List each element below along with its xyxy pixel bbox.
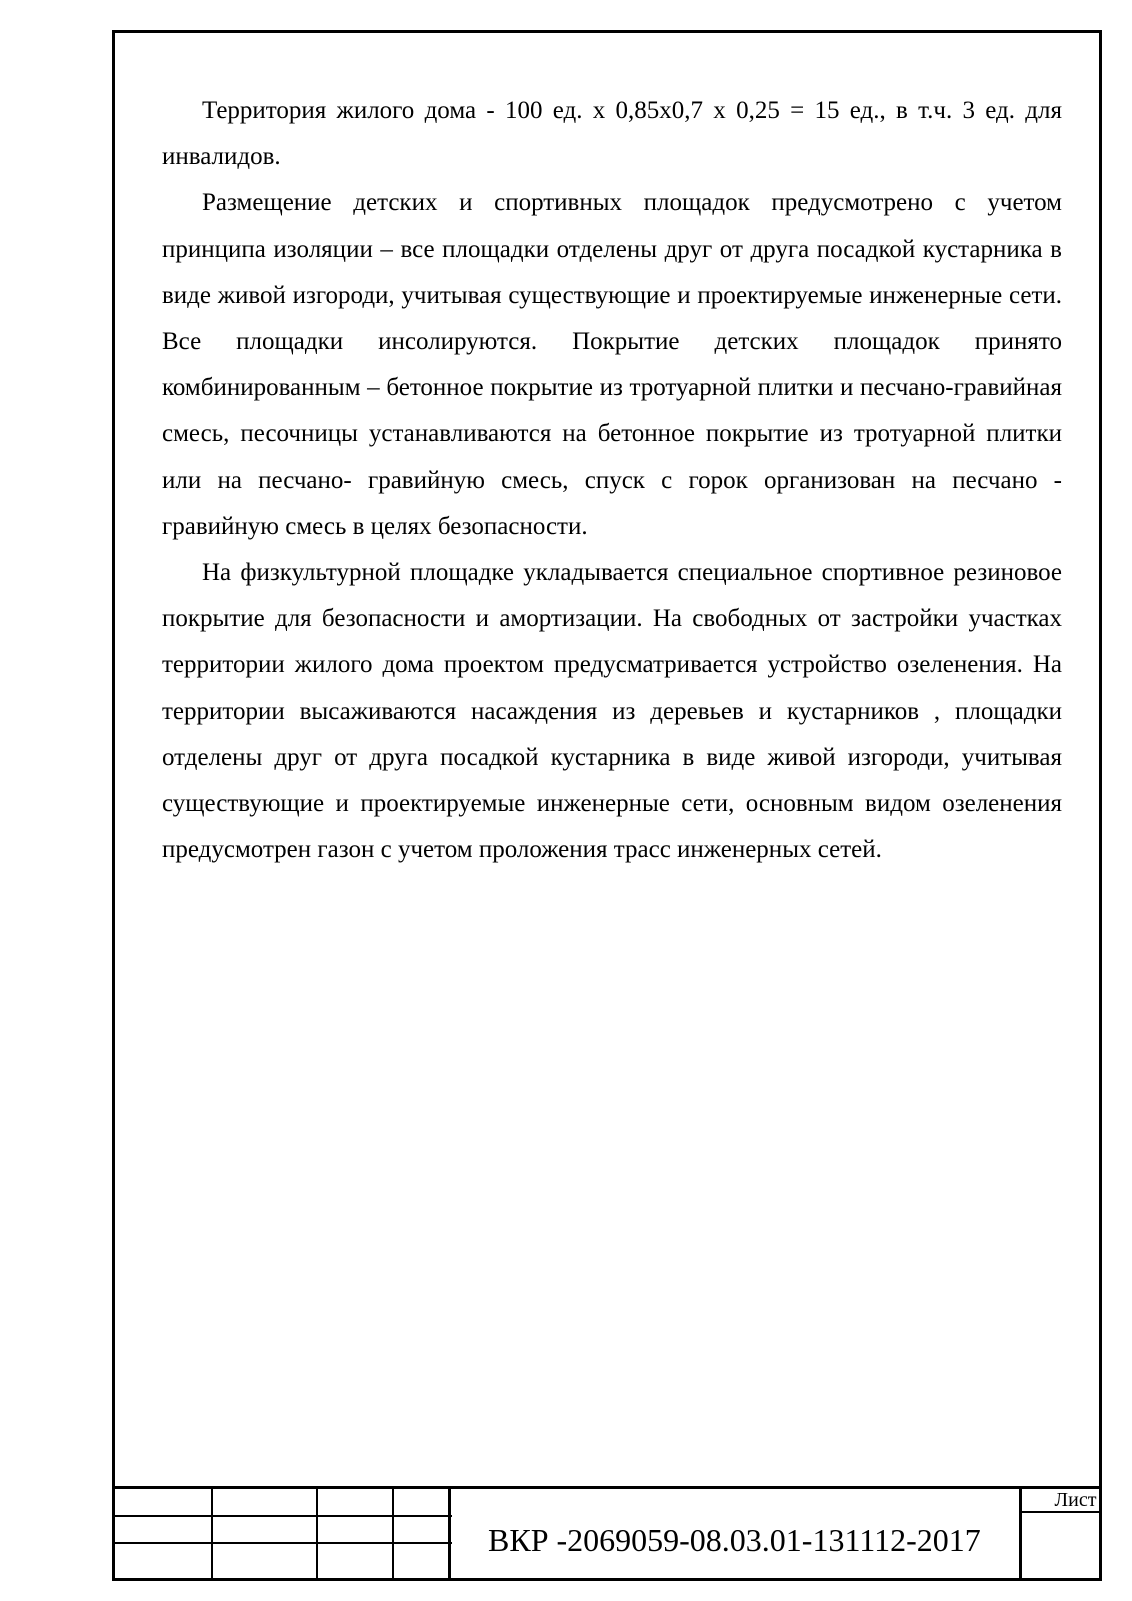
stamp-top-line	[112, 1486, 1102, 1489]
stamp-row-line	[112, 1515, 452, 1517]
stamp-column-line	[392, 1486, 394, 1581]
paragraph: Размещение детских и спортивных площадок предусмотрено с учетом принципа изоляции – все площадки отделены друг от друга посадкой кустарника в виде живой изгороди, учитывая существующие и проектируемые инженерные сети. Все площадки инсолируются. Покрытие детских площадок принято комбинированным – бетонное покрытие из тротуарной плитки и песчано-гравийная смесь, песочницы устанавливаются на бетонное покрытие из тротуарной плитки или на песчано- гравийную смесь, спуск с горок организован на песчано - гравийную смесь в целях безопасности.	[162, 189, 1062, 540]
sheet-label: Лист	[1054, 1489, 1097, 1511]
stamp-row-line	[112, 1542, 452, 1544]
paragraph: На физкультурной площадке укладывается специальное спортивное резиновое покрытие для безопасности и амортизации. На свободных от застройки участках территории жилого дома проектом предусматривается устройство озеленения. На территории высаживаются насаждения из деревьев и кустарников , площадки отделены друг от друга посадкой кустарника в виде живой изгороди, учитывая существующие и проектируемые инженерные сети, основным видом озеленения предусмотрен газон с учетом проложения трасс инженерных сетей.	[162, 559, 1062, 864]
document-code: ВКР -2069059-08.03.01-131112-2017	[488, 1522, 981, 1558]
body-text	[162, 88, 1062, 873]
paragraph: Территория жилого дома - 100 ед. х 0,85х0,7 х 0,25 = 15 ед., в т.ч. 3 ед. для инвалидов.	[162, 97, 1062, 171]
stamp-column-line	[211, 1486, 213, 1581]
sheet-number	[1022, 1520, 1100, 1578]
stamp-column-line	[448, 1486, 451, 1581]
stamp-column-line	[316, 1486, 318, 1581]
